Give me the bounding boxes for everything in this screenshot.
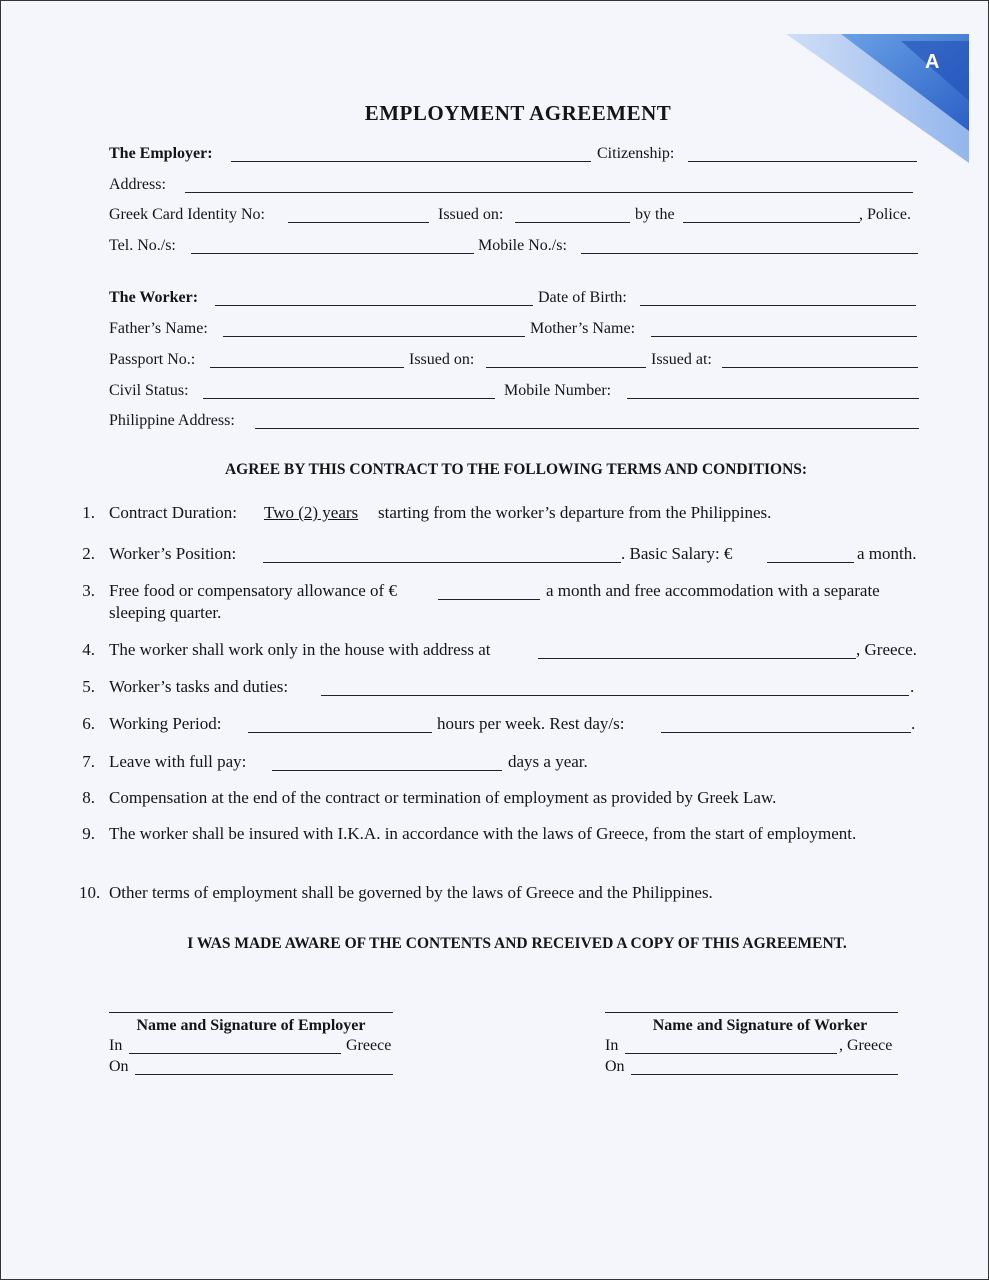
employer-issued-on-label: Issued on: (438, 206, 504, 223)
corner-ribbon-graphic (781, 31, 971, 166)
worker-mobile-field[interactable] (627, 398, 919, 399)
employer-date-field[interactable] (135, 1074, 393, 1075)
employer-signature-line[interactable] (109, 1012, 393, 1013)
work-address-field[interactable] (538, 658, 856, 659)
passport-field[interactable] (210, 367, 404, 368)
corner-badge-letter: A (925, 51, 940, 73)
term-7-number: 7. (82, 752, 95, 771)
greek-card-field[interactable] (288, 222, 429, 223)
police-station-field[interactable] (683, 222, 860, 223)
term-4-text-b: , Greece. (856, 640, 917, 659)
term-8-text: Compensation at the end of the contract or termination of employment as provided by Greek Law. (109, 788, 777, 807)
term-2-number: 2. (82, 544, 95, 563)
tel-label: Tel. No./s: (109, 237, 176, 254)
employer-address-field[interactable] (185, 192, 913, 193)
term-10-text: Other terms of employment shall be governed by the laws of Greece and the Philippines. (109, 883, 713, 902)
term-3-number: 3. (82, 581, 95, 600)
agree-heading: AGREE BY THIS CONTRACT TO THE FOLLOWING TERMS AND CONDITIONS: (224, 461, 808, 478)
worker-signature-caption: Name and Signature of Worker (652, 1017, 868, 1034)
working-hours-field[interactable] (248, 732, 432, 733)
civil-status-field[interactable] (203, 398, 495, 399)
tasks-duties-field[interactable] (321, 695, 909, 696)
employer-label: The Employer: (109, 145, 213, 162)
term-2-label: Worker’s Position: (109, 544, 237, 563)
worker-dob-field[interactable] (640, 305, 916, 306)
worker-signature-line[interactable] (605, 1012, 898, 1013)
term-6-end: . (911, 714, 916, 733)
mother-name-field[interactable] (651, 336, 917, 337)
employer-mobile-label: Mobile No./s: (478, 237, 567, 254)
greek-card-label: Greek Card Identity No: (109, 206, 265, 223)
worker-greece-label: , Greece (839, 1037, 893, 1054)
term-4-number: 4. (82, 640, 95, 659)
employer-tel-field[interactable] (191, 253, 474, 254)
term-10-number: 10. (79, 883, 101, 902)
police-label: , Police. (859, 206, 911, 223)
basic-salary-field[interactable] (767, 562, 854, 563)
issued-at-label: Issued at: (651, 351, 712, 368)
corner-badge (781, 31, 971, 166)
mother-name-label: Mother’s Name: (530, 320, 636, 337)
term-7-label: Leave with full pay: (109, 752, 247, 771)
term-6-label: Working Period: (109, 714, 222, 733)
worker-on-label: On (605, 1058, 625, 1075)
father-name-label: Father’s Name: (109, 320, 208, 337)
by-the-label: by the (635, 206, 675, 223)
worker-in-label: In (605, 1037, 619, 1054)
employer-on-label: On (109, 1058, 129, 1075)
term-1-label: Contract Duration: (109, 503, 237, 522)
term-3-text-a: Free food or compensatory allowance of € (109, 581, 397, 600)
term-5-number: 5. (82, 677, 95, 696)
term-6-hours: hours per week. Rest day/s: (437, 714, 625, 733)
term-3-text-b: a month and free accommodation with a separate (546, 581, 880, 600)
term-5-end: . (910, 677, 915, 696)
employer-citizenship-field[interactable] (688, 161, 917, 162)
leave-days-field[interactable] (272, 770, 502, 771)
citizenship-label: Citizenship: (597, 145, 675, 162)
passport-issued-at-field[interactable] (722, 367, 918, 368)
term-4-text-a: The worker shall work only in the house with address at (109, 640, 491, 659)
worker-in-city-field[interactable] (625, 1053, 837, 1054)
father-name-field[interactable] (223, 336, 525, 337)
aware-heading: I WAS MADE AWARE OF THE CONTENTS AND RECEIVED A COPY OF THIS AGREEMENT. (187, 935, 847, 952)
worker-issued-on-label: Issued on: (409, 351, 475, 368)
employer-address-label: Address: (109, 176, 166, 193)
employer-mobile-field[interactable] (581, 253, 918, 254)
term-8-number: 8. (82, 788, 95, 807)
philippine-address-label: Philippine Address: (109, 412, 235, 429)
employer-signature-caption: Name and Signature of Employer (136, 1017, 366, 1034)
worker-position-field[interactable] (263, 562, 621, 563)
rest-days-field[interactable] (661, 732, 911, 733)
term-9-text: The worker shall be insured with I.K.A. in accordance with the laws of Greece, from the start of employment. (109, 824, 857, 843)
civil-status-label: Civil Status: (109, 382, 189, 399)
term-3-text-c: sleeping quarter. (109, 603, 222, 622)
basic-salary-label: . Basic Salary: € (621, 544, 733, 563)
term-6-number: 6. (82, 714, 95, 733)
worker-label: The Worker: (109, 289, 199, 306)
worker-mobile-label: Mobile Number: (504, 382, 612, 399)
employer-issued-on-field[interactable] (515, 222, 630, 223)
term-1-text: starting from the worker’s departure from the Philippines. (378, 503, 772, 522)
term-2-month: a month. (857, 544, 917, 563)
document-title: EMPLOYMENT AGREEMENT (364, 101, 672, 125)
passport-issued-on-field[interactable] (486, 367, 646, 368)
term-5-label: Worker’s tasks and duties: (109, 677, 289, 696)
employer-name-field[interactable] (231, 161, 591, 162)
employer-in-city-field[interactable] (129, 1053, 341, 1054)
food-allowance-field[interactable] (438, 599, 540, 600)
dob-label: Date of Birth: (538, 289, 627, 306)
term-7-days: days a year. (508, 752, 588, 771)
employer-in-label: In (109, 1037, 123, 1054)
employer-greece-label: Greece (346, 1037, 392, 1054)
worker-date-field[interactable] (631, 1074, 898, 1075)
term-1-number: 1. (82, 503, 95, 522)
passport-label: Passport No.: (109, 351, 196, 368)
philippine-address-field[interactable] (255, 428, 919, 429)
term-9-number: 9. (82, 824, 95, 843)
term-1-duration: Two (2) years (264, 503, 359, 522)
worker-name-field[interactable] (215, 305, 533, 306)
